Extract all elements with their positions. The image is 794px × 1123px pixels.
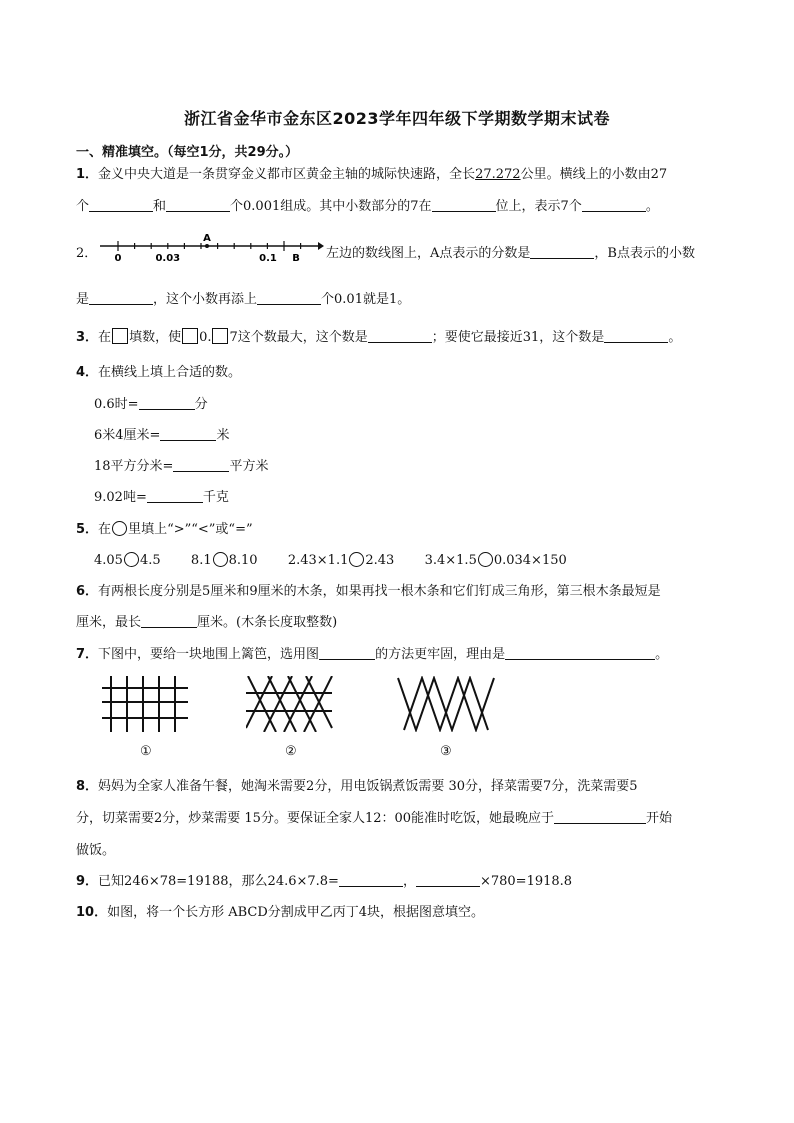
question-1-line-2: 个 和 个0.001组成。其中小数部分的7在 位上，表示7个 。: [76, 199, 659, 214]
question-1-line-1: 1．金义中央大道是一条贯穿金义都市区黄金主轴的城际快速路，全长27.272公里。横线上的小数由27: [76, 167, 668, 182]
point-label-b: B: [292, 253, 300, 262]
conversion-item: 6米4厘米= 米: [94, 428, 230, 443]
point-label-a: A: [203, 234, 211, 244]
question-10: 10．如图，将一个长方形 ABCD分割成甲乙丙丁4块，根据图意填空。: [76, 905, 485, 920]
tick-label-0: 0: [114, 253, 122, 262]
question-2-line-2: 是 ，这个小数再添上 个0.01就是1。: [76, 292, 411, 307]
answer-blank[interactable]: [554, 811, 646, 824]
answer-blank[interactable]: [530, 246, 594, 259]
tick-label-0.03: 0.03: [155, 253, 181, 262]
compare-circle[interactable]: [213, 552, 228, 567]
figure-label-1: ①: [140, 744, 152, 759]
conversion-item: 9.02吨= 千克: [94, 490, 229, 505]
answer-blank[interactable]: [604, 330, 668, 343]
answer-blank[interactable]: [166, 199, 230, 212]
figure-label-2: ②: [285, 744, 297, 759]
fence-figure-3: [396, 676, 496, 732]
figure-label-3: ③: [440, 744, 452, 759]
answer-blank[interactable]: [368, 330, 432, 343]
question-6-line-2: 厘米，最长 厘米。(木条长度取整数): [76, 615, 338, 630]
question-2-line-1: 左边的数线图上，A点表示的分数是 ，B点表示的小数: [326, 246, 695, 261]
answer-blank[interactable]: [160, 428, 216, 441]
length-value: 27.272: [475, 167, 521, 182]
answer-blank[interactable]: [432, 199, 496, 212]
answer-blank[interactable]: [257, 292, 321, 305]
answer-blank[interactable]: [89, 292, 153, 305]
question-2-num: 2．: [76, 246, 98, 261]
question-8-line-1: 8．妈妈为全家人准备午餐，她淘米需要2分，用电饭锅煮饭需要 30分，择菜需要7分，洗菜需要5: [76, 779, 638, 794]
answer-blank[interactable]: [416, 874, 480, 887]
fence-figure-1: [102, 676, 190, 732]
compare-row: 4.05 4.5 8.1 8.10 2.43×1.1 2.43 3.4×1.5 0.034×150: [94, 553, 567, 568]
digit-box[interactable]: [182, 328, 198, 344]
conversion-item: 0.6时= 分: [94, 397, 208, 412]
question-5: 5．在 里填上“>”“<”或“=”: [76, 522, 253, 537]
answer-blank[interactable]: [141, 615, 197, 628]
fence-figure-2: [246, 676, 334, 732]
question-4: 4．在横线上填上合适的数。: [76, 365, 242, 380]
answer-blank[interactable]: [139, 397, 195, 410]
conversion-item: 18平方分米= 平方米: [94, 459, 269, 474]
answer-blank[interactable]: [582, 199, 646, 212]
tick-label-0.1: 0.1: [259, 253, 277, 262]
question-9: 9．已知246×78=19188，那么24.6×7.8= ， ×780=1918.8: [76, 874, 573, 889]
question-6-line-1: 6．有两根长度分别是5厘米和9厘米的木条，如果再找一根木条和它们钉成三角形，第三根木条最短是: [76, 584, 661, 599]
question-3: 3．在 填数，使 0. 7这个数最大，这个数是 ；要使它最接近31，这个数是 。: [76, 330, 682, 345]
question-8-line-2: 分，切菜需要2分，炒菜需要 15分。要保证全家人12：00能准时吃饭，她最晚应于 开始: [76, 811, 673, 826]
compare-circle[interactable]: [349, 552, 364, 567]
compare-circle[interactable]: [478, 552, 493, 567]
digit-box: [112, 328, 128, 344]
compare-circle[interactable]: [124, 552, 139, 567]
page-title: 浙江省金华市金东区2023学年四年级下学期数学期末试卷: [183, 109, 611, 128]
digit-box[interactable]: [212, 328, 228, 344]
answer-blank[interactable]: [319, 647, 375, 660]
section-heading: 一、精准填空。（每空1分，共29分。）: [76, 145, 299, 160]
question-8-line-3: 做饭。: [76, 843, 116, 858]
answer-blank[interactable]: [505, 647, 655, 660]
question-7: 7．下图中，要给一块地围上篱笆，选用图 的方法更牢固，理由是 。: [76, 647, 669, 662]
compare-circle: [112, 521, 127, 536]
answer-blank[interactable]: [173, 459, 229, 472]
number-line-diagram: [98, 234, 324, 262]
answer-blank[interactable]: [147, 490, 203, 503]
answer-blank[interactable]: [89, 199, 153, 212]
answer-blank[interactable]: [339, 874, 403, 887]
